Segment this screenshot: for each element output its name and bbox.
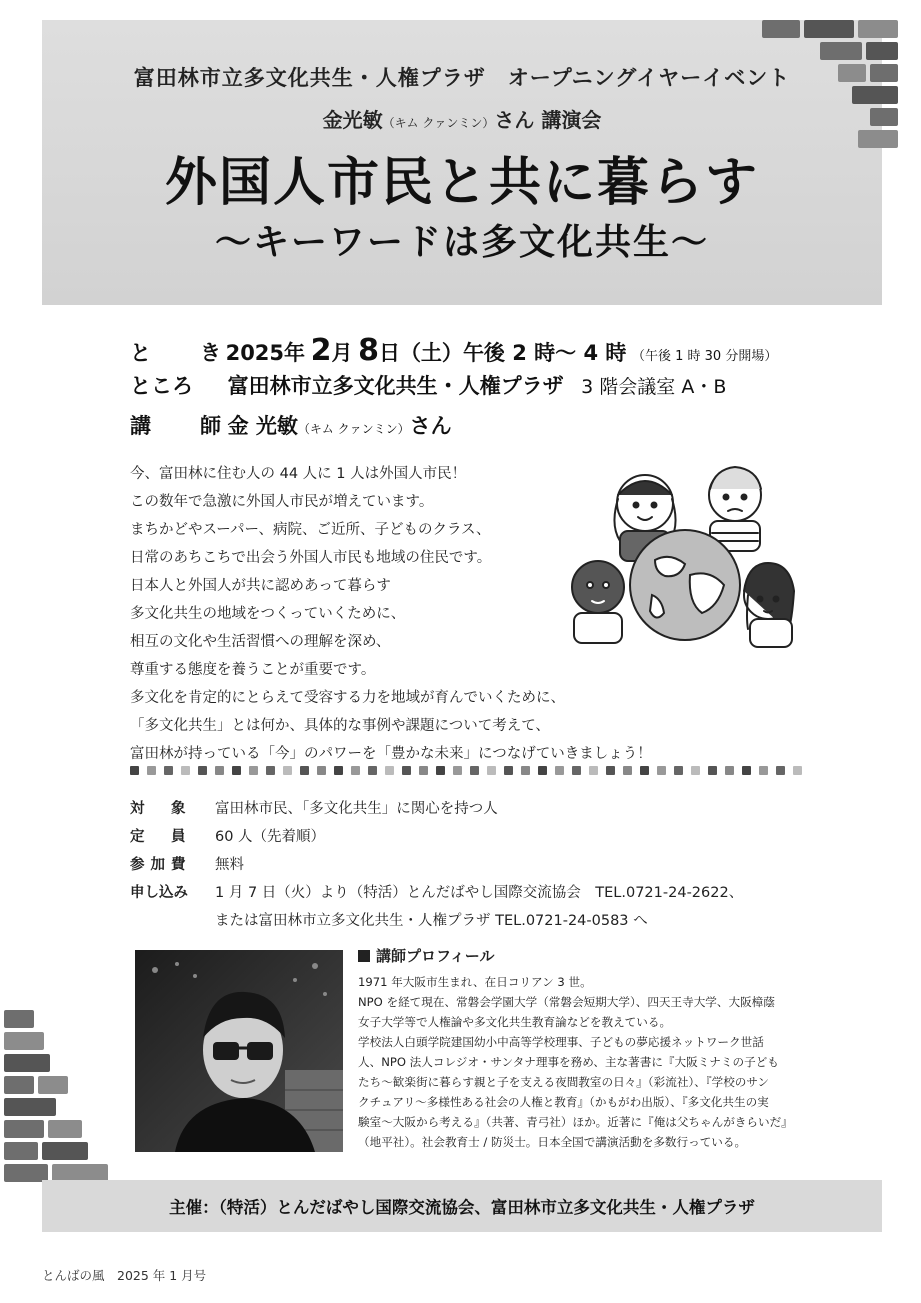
sponsor-band xyxy=(42,1180,882,1232)
children-around-globe-illustration xyxy=(560,455,800,655)
date-year-unit: 年 xyxy=(284,341,306,365)
description-line: 日本人と外国人が共に認めあって暮らす xyxy=(130,578,391,594)
divider-dot xyxy=(759,766,768,775)
event-place-row xyxy=(130,370,726,400)
divider-dot xyxy=(470,766,479,775)
divider-dot xyxy=(776,766,785,775)
event-subtitle: 〜キーワードは多文化共生〜 xyxy=(214,222,709,263)
capacity-value: 60 人（先着順） xyxy=(215,829,326,845)
date-year: 2025 xyxy=(225,341,285,365)
speaker-name: 金光敏 xyxy=(322,108,383,132)
date-label: と き xyxy=(130,341,235,365)
target-label: 対 象 xyxy=(130,801,192,817)
divider-dot xyxy=(147,766,156,775)
divider-dot xyxy=(708,766,717,775)
profile-line: 1971 年大阪市生まれ、在日コリアン 3 世。 xyxy=(358,975,592,989)
divider-dot xyxy=(317,766,326,775)
event-lecturer-row xyxy=(130,410,452,440)
divider-dot xyxy=(385,766,394,775)
date-time: 午後 2 時〜 4 時 xyxy=(462,341,627,365)
description-line: 「多文化共生」とは何か、具体的な事例や課題について考えて、 xyxy=(130,718,550,734)
lecturer-suffix: さん xyxy=(409,414,452,438)
profile-line: 人、NPO 法人コレジオ・サンタナ理事を務め、主な著書に『大阪ミナミの子ども xyxy=(358,1055,779,1069)
fee-label: 参加費 xyxy=(130,857,192,873)
divider-dot xyxy=(674,766,683,775)
divider-dot xyxy=(521,766,530,775)
divider-dot xyxy=(436,766,445,775)
lecturer-name: 金 光敏 xyxy=(227,414,298,438)
lecturer-label: 講 師 xyxy=(130,414,235,438)
apply-label: 申し込み xyxy=(130,885,188,901)
description-line: この数年で急激に外国人市民が増えています。 xyxy=(130,494,434,510)
dotted-divider xyxy=(130,766,802,776)
place-name: 富田林市立多文化共生・人権プラザ xyxy=(227,374,564,398)
divider-dot xyxy=(487,766,496,775)
description-line: まちかどやスーパー、病院、ご近所、子どものクラス、 xyxy=(130,522,491,538)
profile-line: クチュアリ〜多様性ある社会の人権と教育』（かもがわ出版）、『多文化共生の実 xyxy=(358,1095,769,1109)
divider-dot xyxy=(232,766,241,775)
profile-heading-text: 講師プロフィール xyxy=(376,947,495,965)
divider-dot xyxy=(334,766,343,775)
divider-dot xyxy=(351,766,360,775)
square-bullet-icon xyxy=(358,950,370,962)
description-line: 富田林が持っている「今」のパワーを「豊かな未来」につなげていきましょう！ xyxy=(130,746,652,762)
speaker-profile xyxy=(358,945,803,1152)
divider-dot xyxy=(249,766,258,775)
divider-dot xyxy=(538,766,547,775)
apply-value-1: 1 月 7 日（火）より（特活）とんだばやし国際交流協会 TEL.0721-24-2622、 xyxy=(215,885,744,901)
divider-dot xyxy=(793,766,802,775)
divider-dot xyxy=(640,766,649,775)
date-weekday: （土） xyxy=(399,341,463,365)
divider-dot xyxy=(504,766,513,775)
divider-dot xyxy=(130,766,139,775)
divider-dot xyxy=(300,766,309,775)
profile-line: （地平社）。社会教育士 / 防災士。日本全国で講演活動を多数行っている。 xyxy=(358,1135,747,1149)
description-line: 今、富田林に住む人の 44 人に 1 人は外国人市民！ xyxy=(130,466,467,482)
divider-dot xyxy=(555,766,564,775)
date-open-note: （午後 1 時 30 分開場） xyxy=(631,349,778,364)
header-band xyxy=(42,20,882,305)
date-day-unit: 日 xyxy=(378,341,400,365)
speaker-reading: （キム クァンミン） xyxy=(382,116,495,130)
profile-line: 学校法人白頭学院建国幼小中高等学校理事、子どもの夢応援ネットワーク世話 xyxy=(358,1035,764,1049)
divider-dot xyxy=(572,766,581,775)
apply-value-2: または富田林市立多文化共生・人権プラザ TEL.0721-24-0583 へ xyxy=(215,913,648,929)
date-month: 2 xyxy=(310,333,332,368)
description-line: 尊重する態度を養うことが重要です。 xyxy=(130,662,376,678)
divider-dot xyxy=(453,766,462,775)
divider-dot xyxy=(419,766,428,775)
divider-dot xyxy=(368,766,377,775)
divider-dot xyxy=(164,766,173,775)
event-date-row xyxy=(130,333,777,368)
profile-line: 験室〜大阪から考える』（共著、青弓社）ほか。近著に『俺は父ちゃんがきらいだ』 xyxy=(358,1115,793,1129)
target-value: 富田林市民、「多文化共生」に関心を持つ人 xyxy=(215,801,498,817)
lecturer-reading: （キム クァンミン） xyxy=(297,422,410,436)
divider-dot xyxy=(215,766,224,775)
description-line: 多文化共生の地域をつくっていくために、 xyxy=(130,606,406,622)
speaker-line xyxy=(42,104,882,133)
place-room: 3 階会議室 A・B xyxy=(581,376,727,398)
speaker-suffix: さん 講演会 xyxy=(494,108,602,132)
profile-line: たち〜歓楽街に暮らす親と子を支える夜間教室の日々』（彩流社）、『学校のサン xyxy=(358,1075,769,1089)
divider-dot xyxy=(623,766,632,775)
speaker-portrait-photo xyxy=(135,950,343,1152)
capacity-label: 定 員 xyxy=(130,829,192,845)
divider-dot xyxy=(283,766,292,775)
divider-dot xyxy=(691,766,700,775)
fee-value: 無料 xyxy=(215,857,244,873)
event-title: 外国人市民と共に暮らす xyxy=(164,153,759,213)
profile-heading xyxy=(358,945,803,966)
profile-text xyxy=(358,972,803,1152)
divider-dot xyxy=(198,766,207,775)
description-line: 日常のあちこちで出会う外国人市民も地域の住民です。 xyxy=(130,550,492,566)
place-label: ところ xyxy=(130,374,193,398)
description-line: 相互の文化や生活習慣への理解を深め、 xyxy=(130,634,391,650)
divider-dot xyxy=(402,766,411,775)
profile-line: NPO を経て現在、常磐会学園大学（常磐会短期大学）、四天王寺大学、大阪樟蔭 xyxy=(358,995,775,1009)
divider-dot xyxy=(589,766,598,775)
organizer-line: 富田林市立多文化共生・人権プラザ オープニングイヤーイベント xyxy=(133,66,791,90)
date-day: 8 xyxy=(358,333,379,368)
description-line: 多文化を肯定的にとらえて受容する力を地域が育んでいくために、 xyxy=(130,690,565,706)
divider-dot xyxy=(657,766,666,775)
date-month-unit: 月 xyxy=(331,341,353,365)
divider-dot xyxy=(742,766,751,775)
issue-label: とんばの風 2025 年 1 月号 xyxy=(42,1268,207,1283)
divider-dot xyxy=(725,766,734,775)
divider-dot xyxy=(606,766,615,775)
divider-dot xyxy=(266,766,275,775)
sponsor-text: 主催：（特活）とんだばやし国際交流協会、富田林市立多文化共生・人権プラザ xyxy=(169,1198,755,1217)
profile-line: 女子大学等で人権論や多文化共生教育論などを教えている。 xyxy=(358,1015,672,1029)
divider-dot xyxy=(181,766,190,775)
